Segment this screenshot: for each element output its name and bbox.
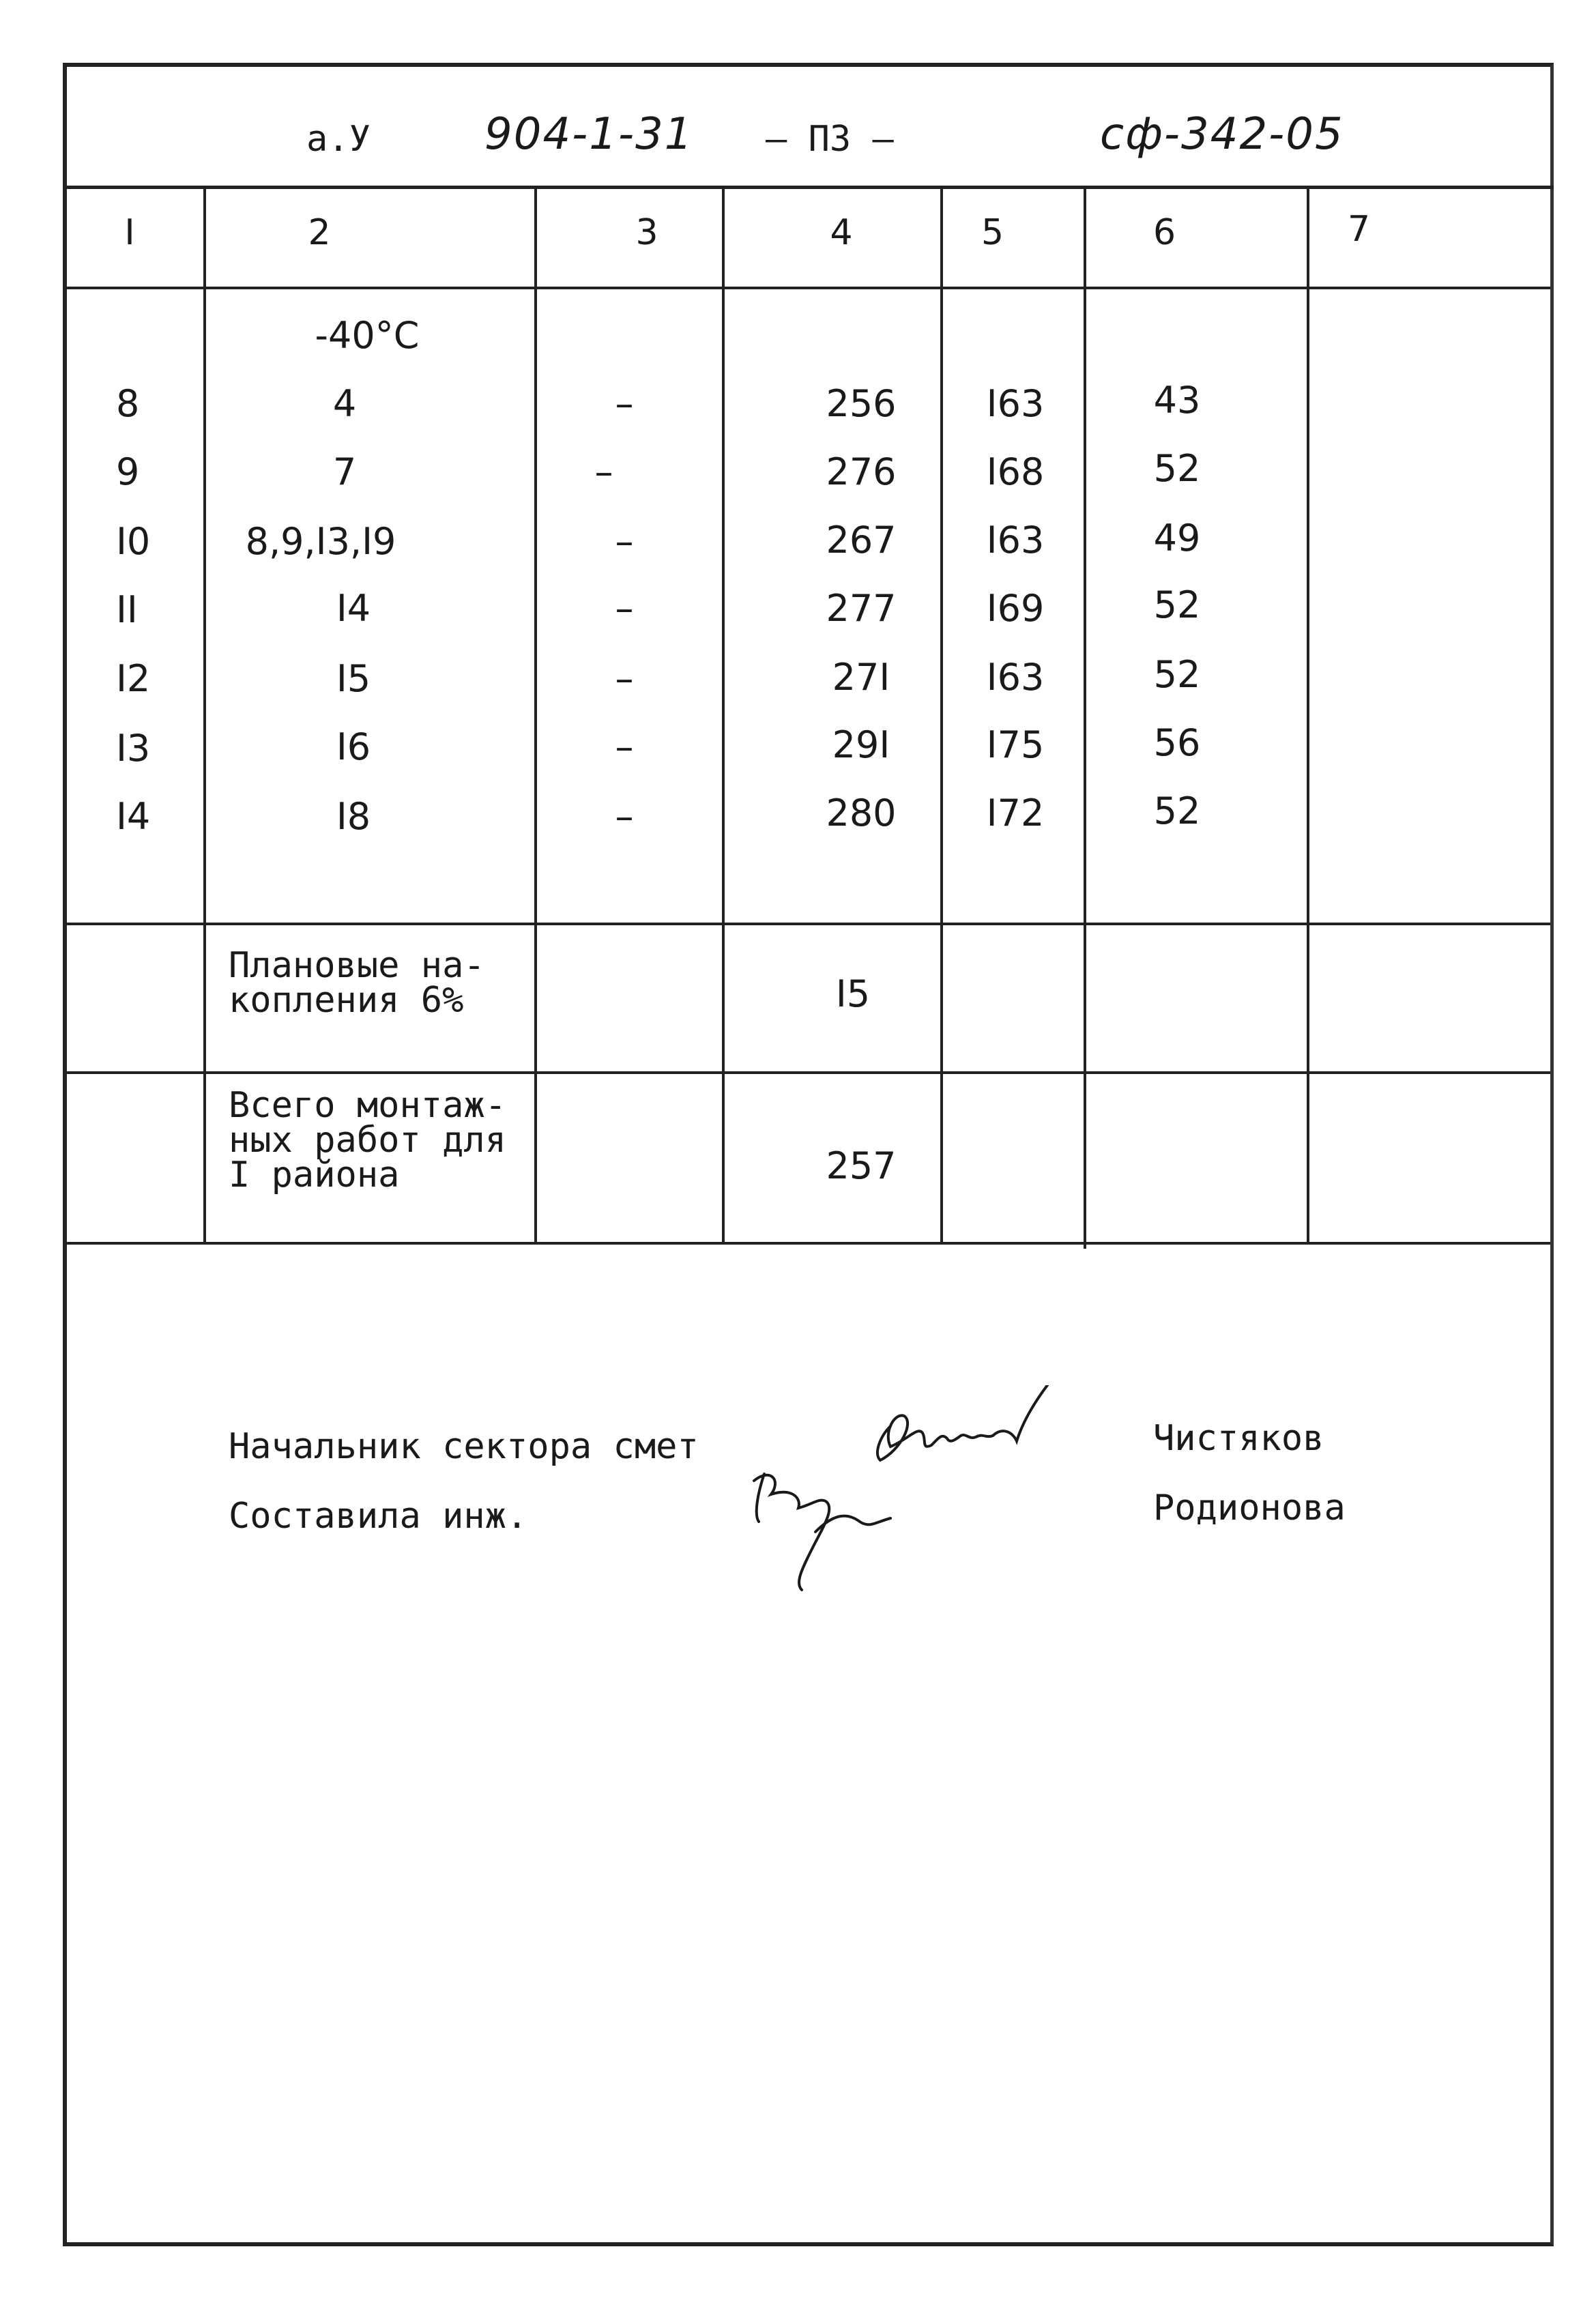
header-document-code: сф-342-05: [1100, 109, 1344, 160]
total-label-line: Всего монтаж-: [229, 1085, 506, 1126]
row-col4: 29I: [832, 723, 890, 766]
row-number: 9: [116, 450, 140, 493]
table-bottom-rule: [65, 1242, 1550, 1245]
header-prefix: а.У: [306, 119, 371, 160]
column-divider-2: [534, 188, 537, 1242]
total-label-line: ных работ для: [229, 1119, 506, 1161]
total-label-line: I района: [229, 1154, 400, 1195]
row-col3: –: [615, 657, 634, 700]
row-col6: 52: [1153, 583, 1201, 626]
column-divider-5: [1084, 188, 1086, 1249]
row-number: I4: [116, 795, 151, 838]
row-number: I2: [116, 657, 151, 700]
column-divider-6: [1307, 188, 1309, 1242]
row-col4: 280: [826, 792, 897, 835]
column-divider-4: [940, 188, 943, 1242]
signature-role-head: Начальник сектора смет: [229, 1426, 699, 1467]
section-rule-1: [65, 923, 1550, 925]
row-col5: I75: [986, 723, 1045, 766]
signature-name-head: Чистяков: [1153, 1418, 1324, 1459]
row-col5: I63: [986, 519, 1045, 562]
row-col4: 256: [826, 382, 897, 425]
handwritten-signatures: [744, 1385, 1146, 1610]
row-col6: 52: [1153, 447, 1201, 490]
column-divider-3: [722, 188, 725, 1242]
row-col4: 277: [826, 587, 897, 630]
row-col3: –: [615, 520, 634, 563]
row-col6: 43: [1153, 379, 1201, 422]
header-section: – ПЗ –: [766, 119, 894, 160]
row-number: I0: [116, 520, 151, 563]
row-number: 8: [116, 382, 140, 425]
row-items: I4: [336, 587, 371, 630]
row-col6: 49: [1153, 517, 1201, 560]
column-header-6: 6: [1153, 212, 1176, 253]
column-header-5: 5: [981, 212, 1004, 253]
signature-head: [877, 1385, 1047, 1460]
column-header-3: 3: [635, 212, 658, 253]
header-row-rule: [65, 287, 1550, 289]
planned-savings-label: [229, 945, 485, 1021]
planned-savings-label-line: Плановые на-: [229, 945, 485, 986]
planned-savings-label-line: копления 6%: [229, 979, 464, 1021]
column-divider-1: [203, 188, 206, 1242]
signature-engineer: [754, 1474, 890, 1590]
row-items: I5: [336, 657, 371, 700]
section-rule-2: [65, 1071, 1550, 1074]
row-col5: I63: [986, 656, 1045, 699]
row-col5: I69: [986, 587, 1045, 630]
row-col6: 52: [1153, 653, 1201, 696]
total-label: [229, 1085, 506, 1195]
column-header-2: 2: [308, 212, 331, 253]
row-items: I6: [336, 725, 371, 768]
row-col6: 52: [1153, 789, 1201, 832]
row-col5: I68: [986, 450, 1045, 493]
temperature-label: -40°С: [315, 314, 420, 357]
column-header-1: I: [124, 212, 135, 253]
row-col6: 56: [1153, 721, 1201, 764]
column-header-4: 4: [830, 212, 853, 253]
signature-role-engineer: Составила инж.: [229, 1496, 528, 1537]
row-col4: 276: [826, 450, 897, 493]
row-number: II: [116, 588, 138, 631]
row-items: 7: [332, 450, 357, 493]
row-number: I3: [116, 727, 151, 770]
row-items: 8,9,I3,I9: [245, 520, 396, 563]
total-value: 257: [826, 1144, 897, 1187]
row-col3: –: [594, 450, 613, 493]
row-items: I8: [336, 795, 371, 838]
row-col5: I63: [986, 382, 1045, 425]
header-project-number: 904-1-31: [484, 109, 694, 160]
row-col3: –: [615, 382, 634, 425]
planned-savings-value: I5: [835, 972, 871, 1015]
row-col5: I72: [986, 792, 1045, 835]
signature-name-engineer: Родионова: [1153, 1488, 1346, 1528]
row-col3: –: [615, 587, 634, 630]
row-col3: –: [615, 795, 634, 838]
row-col4: 267: [826, 519, 897, 562]
document-header: [63, 63, 1554, 189]
column-header-7: 7: [1348, 209, 1371, 250]
row-items: 4: [332, 382, 357, 425]
row-col3: –: [615, 725, 634, 768]
row-col4: 27I: [832, 656, 890, 699]
